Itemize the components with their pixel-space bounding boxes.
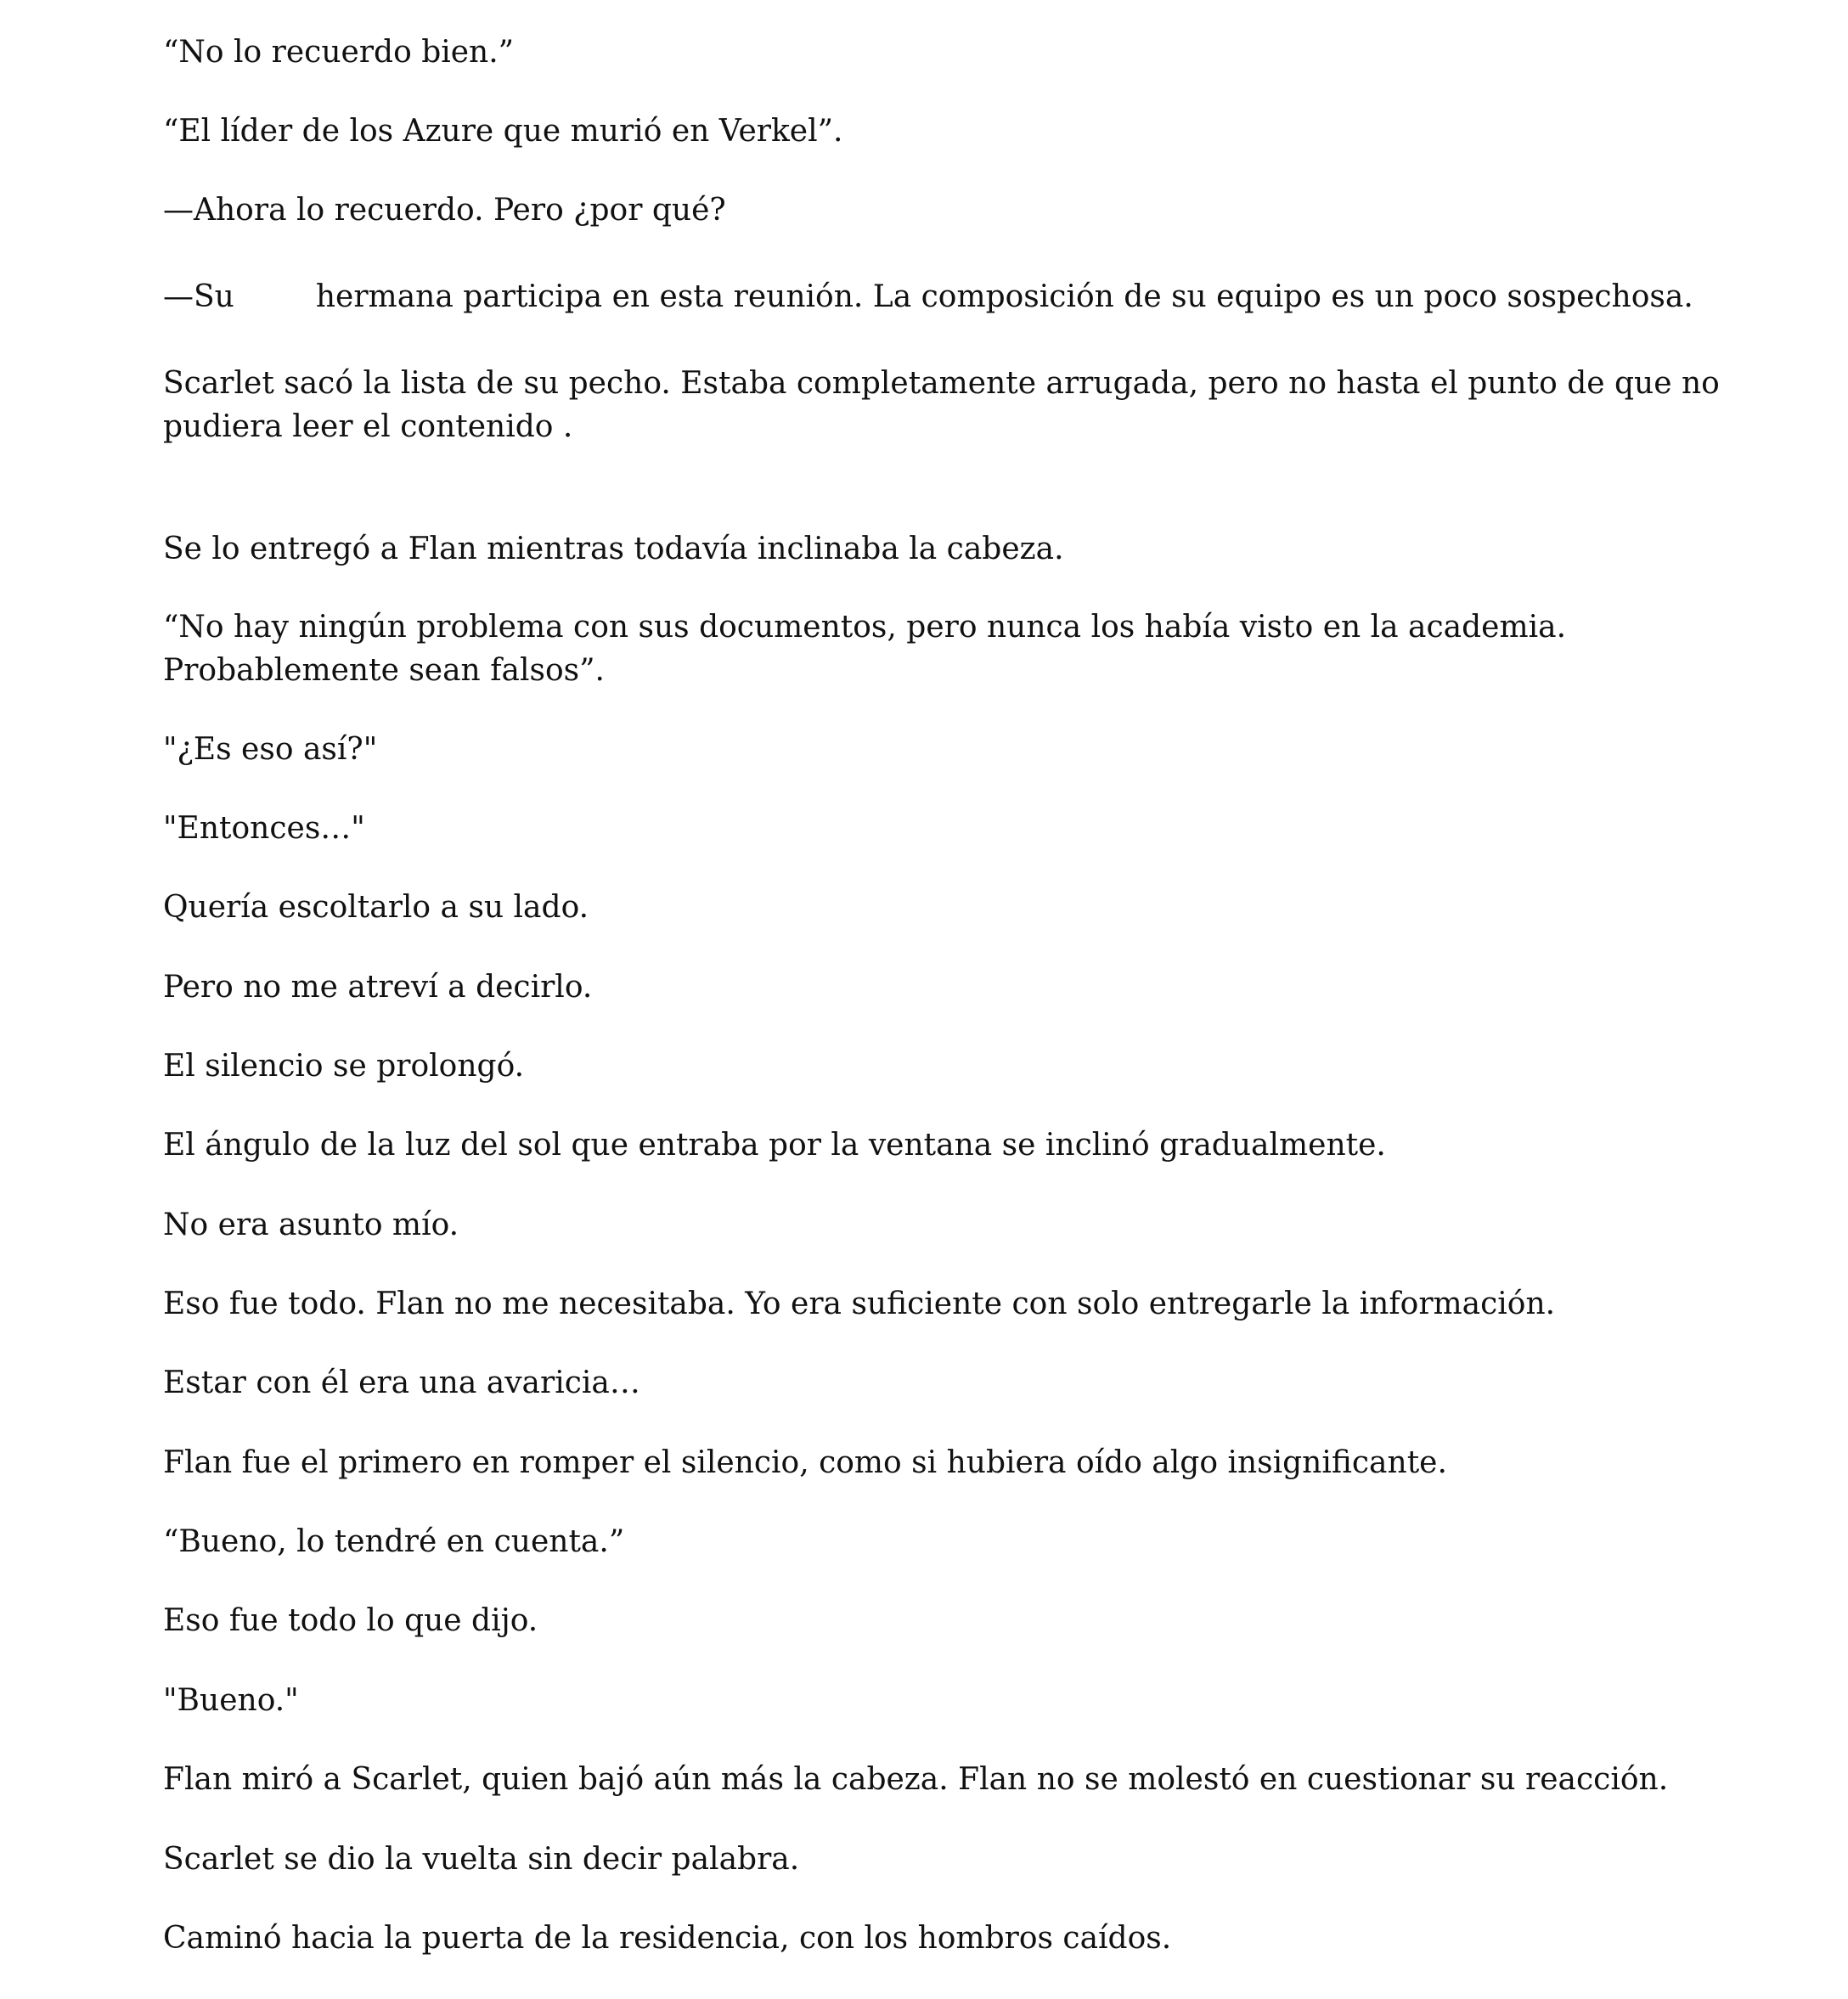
paragraph-text: hermana participa en esta reunión. La composición de su equipo es un poco sospechosa. <box>315 279 1693 314</box>
paragraph: El ángulo de la luz del sol que entraba por la ventana se inclinó gradualmente. <box>163 1128 1386 1163</box>
paragraph: Flan fue el primero en romper el silencio, como si hubiera oído algo insignificante. <box>163 1445 1447 1480</box>
paragraph: Eso fue todo lo que dijo. <box>163 1603 538 1638</box>
paragraph: “El líder de los Azure que murió en Verkel”. <box>163 114 843 149</box>
paragraph: —Ahora lo recuerdo. Pero ¿por qué? <box>163 193 726 228</box>
paragraph: pudiera leer el contenido . <box>163 409 573 444</box>
paragraph: "¿Es eso así?" <box>163 732 378 767</box>
paragraph: Probablemente sean falsos”. <box>163 653 605 688</box>
paragraph: Flan miró a Scarlet, quien bajó aún más la cabeza. Flan no se molestó en cuestionar su reacción. <box>163 1762 1669 1797</box>
paragraph: "Entonces…" <box>163 811 365 846</box>
paragraph: El silencio se prolongó. <box>163 1049 525 1084</box>
paragraph: “Bueno, lo tendré en cuenta.” <box>163 1524 625 1559</box>
paragraph: Scarlet se dio la vuelta sin decir palabra. <box>163 1842 800 1877</box>
paragraph: “No lo recuerdo bien.” <box>163 35 515 70</box>
paragraph-prefix: —Su <box>163 279 234 314</box>
paragraph: Estar con él era una avaricia… <box>163 1366 640 1400</box>
paragraph: "Bueno." <box>163 1683 299 1718</box>
paragraph: Eso fue todo. Flan no me necesitaba. Yo era suficiente con solo entregarle la información. <box>163 1287 1556 1321</box>
paragraph: Quería escoltarlo a su lado. <box>163 890 589 925</box>
paragraph: No era asunto mío. <box>163 1208 459 1242</box>
paragraph: Pero no me atreví a decirlo. <box>163 970 593 1005</box>
paragraph: Caminó hacia la puerta de la residencia, con los hombros caídos. <box>163 1921 1172 1956</box>
paragraph: Scarlet sacó la lista de su pecho. Estaba completamente arrugada, pero no hasta el punto de que no <box>163 366 1720 401</box>
paragraph: Se lo entregó a Flan mientras todavía inclinaba la cabeza. <box>163 532 1064 566</box>
paragraph: “No hay ningún problema con sus documentos, pero nunca los había visto en la academia. <box>163 610 1567 645</box>
paragraph <box>163 275 1717 319</box>
